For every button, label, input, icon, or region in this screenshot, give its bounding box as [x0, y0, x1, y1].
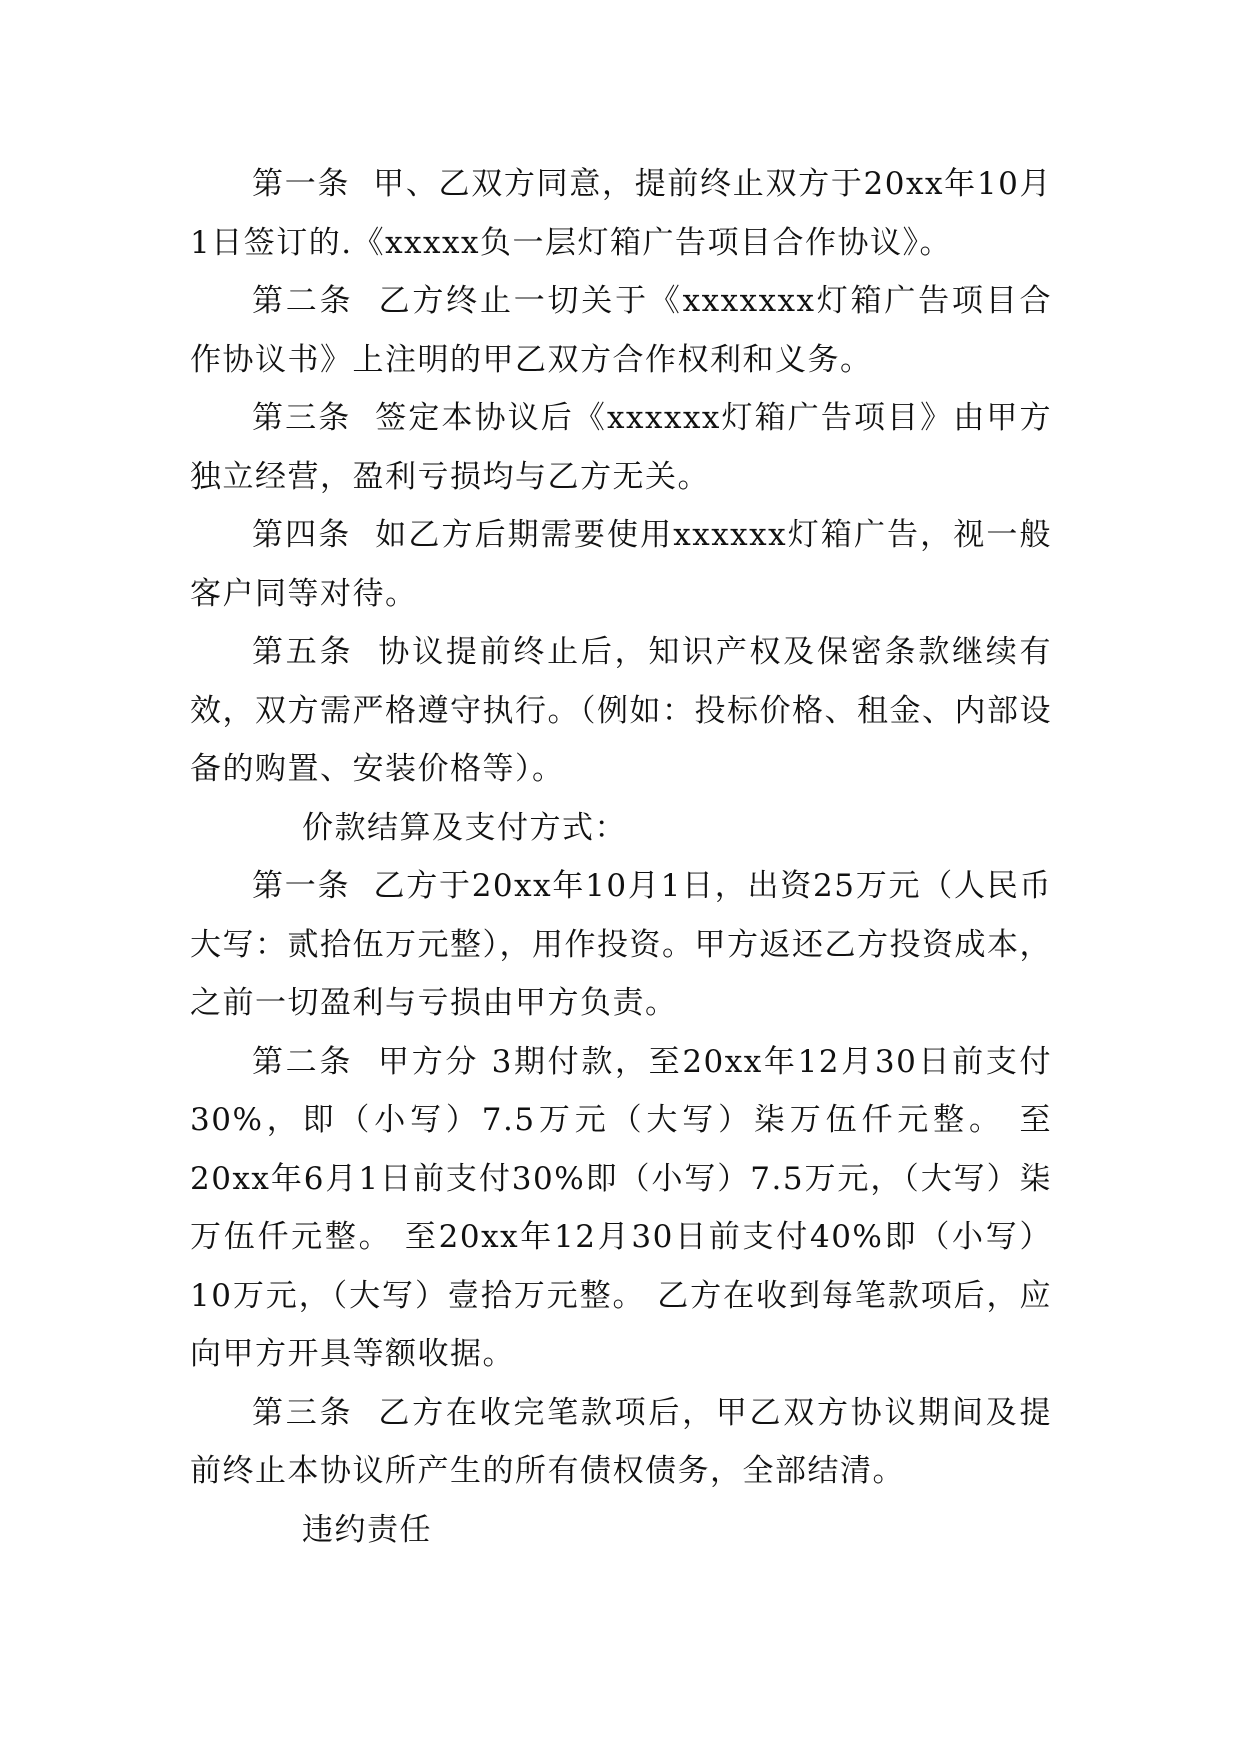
payment-section-heading: 价款结算及支付方式：: [302, 809, 627, 846]
breach-section-heading: 违约责任: [302, 1511, 432, 1548]
document-body: [190, 155, 1052, 1559]
payment-article-1: 第一条 乙方于20xx年10月1日，出资25万元（人民币大写：贰拾伍万元整），用作投资。甲方返还乙方投资成本，之前一切盈利与亏损由甲方负责。: [190, 868, 1052, 1021]
termination-article-4: 第四条 如乙方后期需要使用xxxxxx灯箱广告，视一般客户同等对待。: [190, 517, 1052, 612]
termination-article-2: 第二条 乙方终止一切关于《xxxxxxx灯箱广告项目合作协议书》上注明的甲乙双方合作权利和义务。: [190, 283, 1052, 378]
payment-article-3: 第三条 乙方在收完笔款项后，甲乙双方协议期间及提前终止本协议所产生的所有债权债务，全部结清。: [190, 1394, 1052, 1489]
termination-article-5: 第五条 协议提前终止后，知识产权及保密条款继续有效，双方需严格遵守执行。（例如：投标价格、租金、内部设备的购置、安装价格等）。: [190, 634, 1052, 787]
payment-article-2: 第二条 甲方分 3期付款，至20xx年12月30日前支付30%，即（小写）7.5万元（大写）柒万伍仟元整。 至20xx年6月1日前支付30%即（小写）7.5万元，（大写）柒万伍仟元整。 至20xx年12月30日前支付40%即（小写）10万元，（大写）壹拾万元整。 乙方在收到每笔款项后，应向甲方开具等额收据。: [190, 1043, 1052, 1372]
termination-article-1: 第一条 甲、乙双方同意，提前终止双方于20xx年10月1日签订的.《xxxxx负一层灯箱广告项目合作协议》。: [190, 166, 1052, 261]
termination-article-3: 第三条 签定本协议后《xxxxxx灯箱广告项目》由甲方独立经营，盈利亏损均与乙方无关。: [190, 400, 1052, 495]
